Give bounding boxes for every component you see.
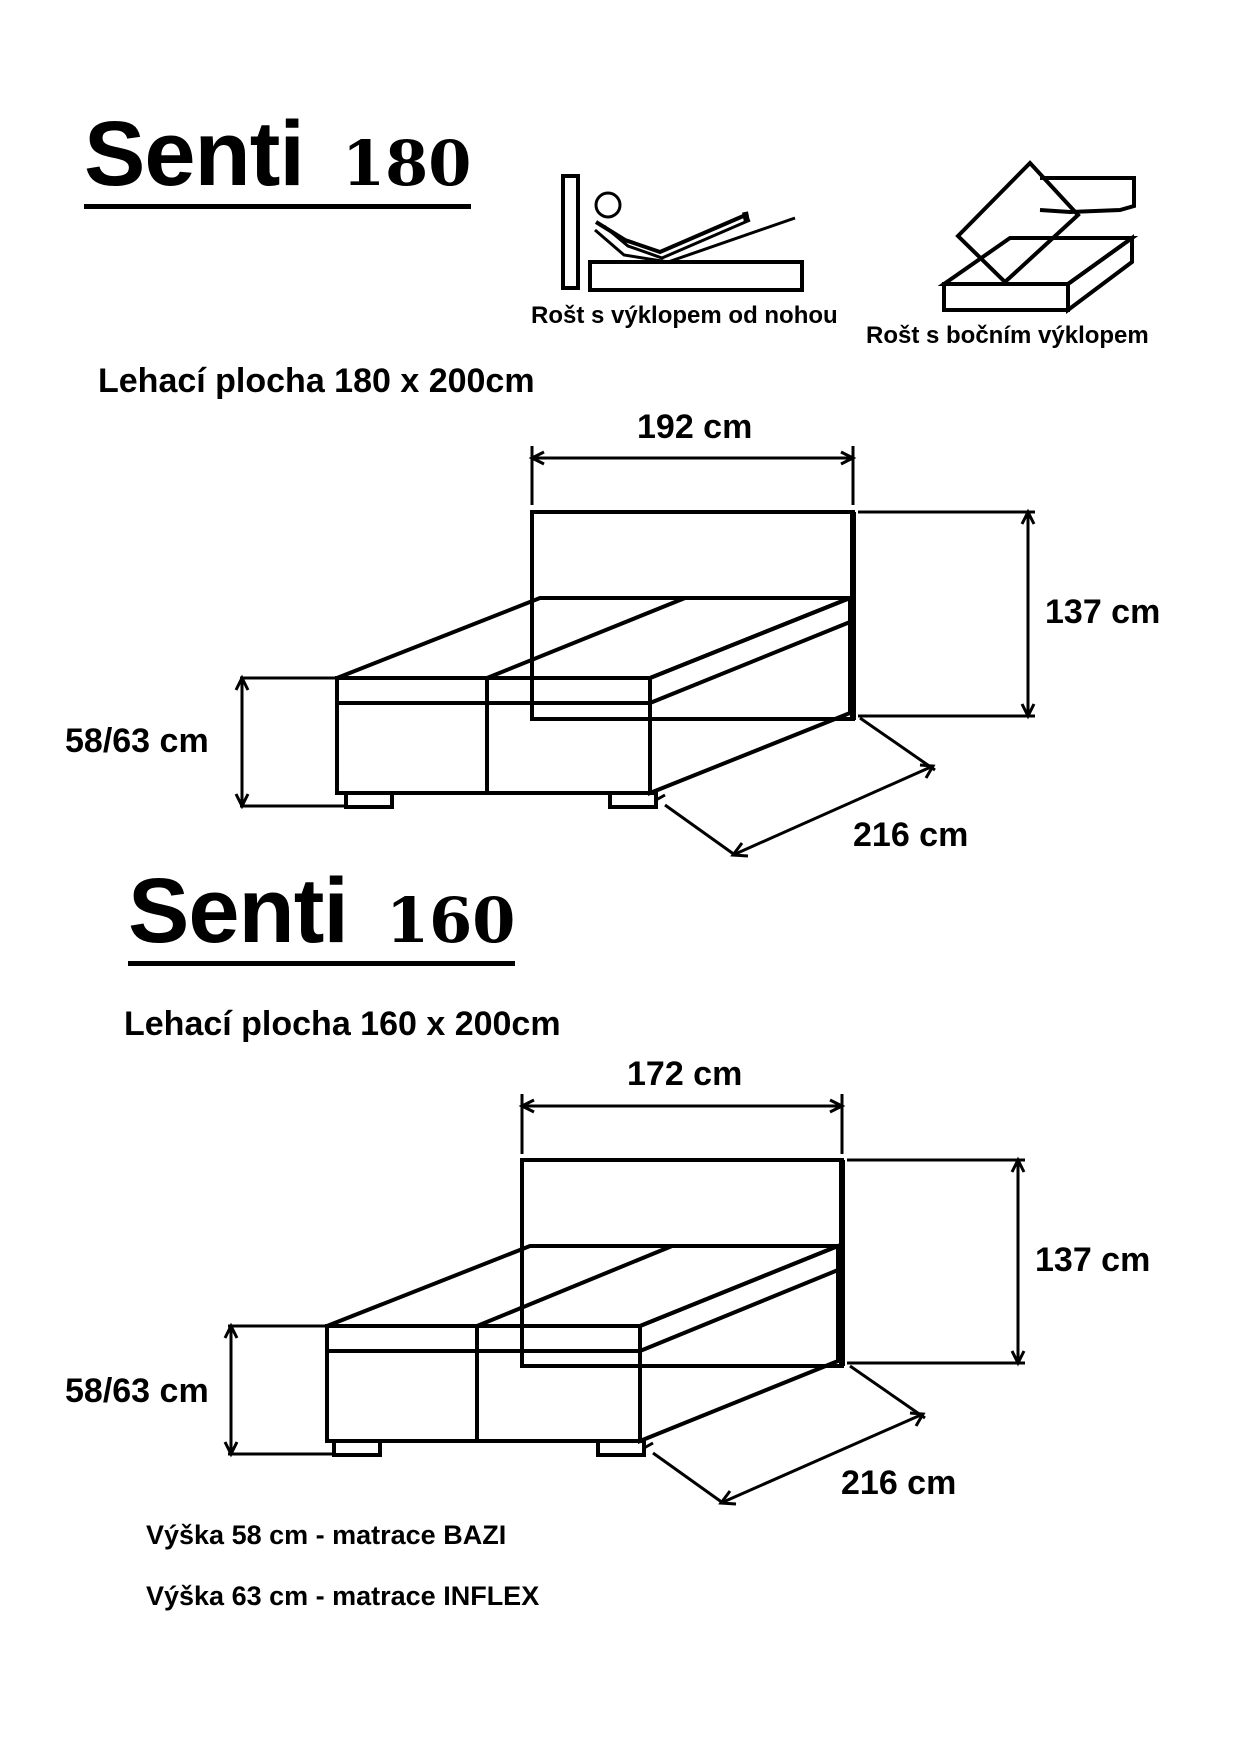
side-lift-caption: Rošt s bočním výklopem xyxy=(866,322,1149,349)
foot-lift-frame-icon xyxy=(563,176,802,290)
bed-160-height-label: 137 cm xyxy=(1035,1241,1151,1279)
foot-lift-caption: Rošt s výklopem od nohou xyxy=(531,302,838,329)
bed-180-name: Senti xyxy=(84,103,304,205)
side-lift-frame-icon xyxy=(944,163,1134,310)
mattress-note-inflex: Výška 63 cm - matrace INFLEX xyxy=(146,1581,540,1611)
bed-160-size: 160 xyxy=(385,884,516,957)
bed-180-sleeping-area: Lehací plocha 180 x 200cm xyxy=(98,362,535,400)
bed-160-name: Senti xyxy=(128,860,348,962)
bed-180-width-label: 192 cm xyxy=(637,408,753,446)
bed-160-width-label: 172 cm xyxy=(627,1055,743,1093)
bed-160-side-height-label: 58/63 cm xyxy=(65,1372,209,1410)
bed-180-title xyxy=(84,103,472,209)
bed-180-height-label: 137 cm xyxy=(1045,593,1161,631)
bed-160-sleeping-area: Lehací plocha 160 x 200cm xyxy=(124,1005,561,1043)
bed-160-title xyxy=(128,860,516,966)
bed-160-depth-label: 216 cm xyxy=(841,1464,957,1502)
bed-180-size: 180 xyxy=(341,127,472,200)
bed-180-depth-label: 216 cm xyxy=(853,816,969,854)
bed-180-side-height-label: 58/63 cm xyxy=(65,722,209,760)
mattress-note-bazi: Výška 58 cm - matrace BAZI xyxy=(146,1520,507,1550)
